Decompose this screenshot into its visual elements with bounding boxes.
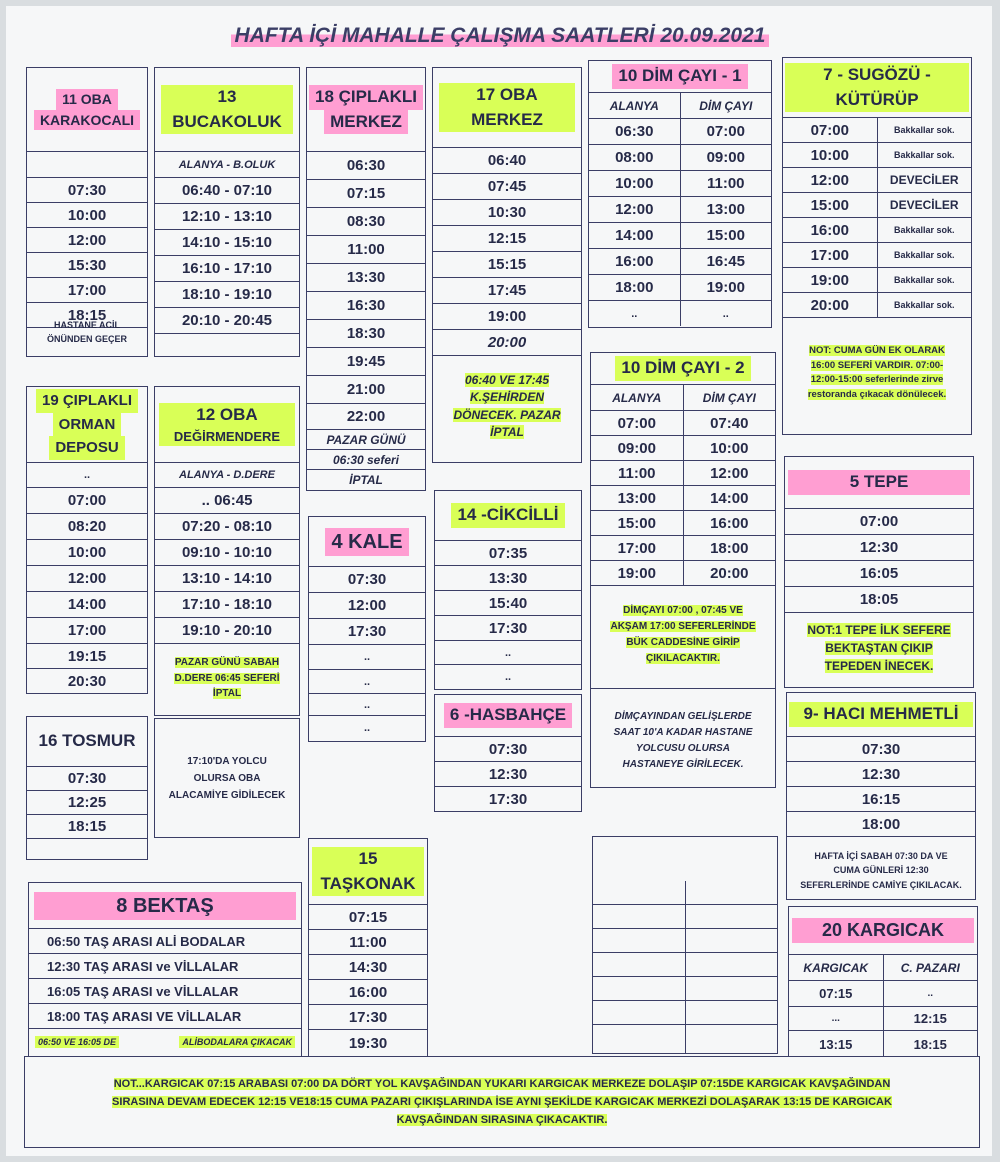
time-row: 15:00 DEVECİLER	[783, 193, 971, 218]
time-row: 18:00 19:00	[589, 275, 771, 301]
time-row: 06:40 - 07:10	[155, 178, 299, 204]
note-row: PAZAR GÜNÜ	[307, 430, 425, 450]
time-row: 10:00 11:00	[589, 171, 771, 197]
time-row: 06:40	[433, 148, 581, 174]
time-row: 14:00 15:00	[589, 223, 771, 249]
note: HAFTA İÇİ SABAH 07:30 DA VE CUMA GÜNLERİ 12:30 SEFERLERİNDE CAMİYE ÇIKILACAK.	[800, 851, 962, 890]
time-row: 17:00 18:00	[591, 536, 775, 561]
table-10-dim-cayi-1	[588, 60, 772, 328]
time-row: 07:00 07:40	[591, 411, 775, 436]
time-row: ..	[309, 670, 425, 694]
time-row: 07:00	[27, 488, 147, 514]
time-row: 18:10 - 19:10	[155, 282, 299, 308]
table-8-bektas	[28, 882, 302, 1058]
time-row: 08:30	[307, 208, 425, 236]
tosmur-note-box	[154, 718, 300, 838]
table-header: 20 KARGICAK	[789, 907, 977, 955]
time-row: 07:30	[27, 767, 147, 791]
table-19-ciplakli-orman-deposu	[26, 386, 148, 694]
table-header: 10 DİM ÇAYI - 2	[591, 353, 775, 385]
page-title: HAFTA İÇİ MAHALLE ÇALIŞMA SAATLERİ 20.09.2021	[0, 24, 1000, 48]
time-row: 12:00	[309, 593, 425, 619]
time-row: 20:30	[67, 672, 107, 690]
time-row: 18:15	[27, 303, 147, 328]
table-header: 13 BUCAKOLUK	[155, 68, 299, 152]
column-headers: ALANYA DİM ÇAYI	[591, 385, 775, 411]
time-row: 10:30	[433, 200, 581, 226]
time-row: 20:00 Bakkallar sok.	[783, 293, 971, 318]
time-row: 07:30	[787, 737, 975, 762]
time-row: 17:00	[27, 278, 147, 303]
table-header: 18 ÇIPLAKLI MERKEZ	[307, 68, 425, 152]
time-row: 17:30	[488, 790, 528, 808]
time-row: 12:00 13:00	[589, 197, 771, 223]
blank-row	[27, 152, 147, 178]
table-9-haci-mehmetli	[786, 692, 976, 900]
column-headers: ALANYA DİM ÇAYI	[589, 93, 771, 119]
time-row: 12:30	[787, 762, 975, 787]
table-14-cikcilli	[434, 490, 582, 690]
table-header: 10 DİM ÇAYI - 1	[589, 61, 771, 93]
note: NOT...KARGICAK 07:15 ARABASI 07:00 DA DÖRT YOL KAVŞAĞINDAN YUKARI KARGICAK MERKEZE DOLAŞIP 07:15DE KARGICAK KAVŞAĞINDAN SIRASINA DEVAM EDECEK 12:15 VE18:15 CUMA PAZARI ÇIKIŞLARINDA İSE AYNI ŞEKİLDE KARGICAK MERKEZİ DOLAŞARAK 13:15 DE KARGICAK KAVŞAĞINDAN SIRASINA ÇIKACAKTIR.	[112, 1078, 892, 1127]
time-row: 13:10 - 14:10	[155, 566, 299, 592]
sub-header: ALANYA - D.DERE	[155, 463, 299, 488]
table-header: 12 OBA DEĞİRMENDERE	[155, 387, 299, 463]
time-row: 07:15	[309, 905, 427, 930]
time-row: ..	[309, 694, 425, 716]
table-15-taskonak	[308, 838, 428, 1058]
table-header: 14 -CİKCİLLİ	[435, 491, 581, 541]
table-17-oba-merkez	[432, 67, 582, 463]
note-row: 06:50 VE 16:05 DE ALİBODALARA ÇIKACAK	[29, 1029, 301, 1055]
time-row: 18:30	[307, 320, 425, 348]
time-row: 12:00	[27, 228, 147, 253]
time-row: 12:30	[785, 535, 973, 561]
table-5-tepe	[784, 456, 974, 688]
time-row: 16:00 16:45	[589, 249, 771, 275]
table-header: 19 ÇIPLAKLI ORMAN DEPOSU	[27, 387, 147, 463]
table-20-kargicak	[788, 906, 978, 1058]
time-row: 06:30	[307, 152, 425, 180]
time-row: ..	[435, 641, 581, 665]
time-row: 18:05	[785, 587, 973, 613]
time-row: .. 06:45	[155, 488, 299, 514]
empty-grid	[592, 836, 778, 1054]
time-row: 19:30	[348, 1034, 388, 1052]
time-row: 18:15	[27, 815, 147, 839]
time-row: 10:00	[27, 203, 147, 228]
table-header: 6 -HASBAHÇE	[435, 695, 581, 737]
time-row: 16:00	[309, 980, 427, 1005]
table-header: 17 OBA MERKEZ	[433, 68, 581, 148]
table-header: 15 TAŞKONAK	[309, 839, 427, 905]
note: HASTANE ACİL ÖNÜNDEN GEÇER	[46, 320, 127, 345]
time-row: 17:30	[435, 616, 581, 641]
note: DİMÇAYI 07:00 , 07:45 VE AKŞAM 17:00 SEFERLERİNDE BÜK CADDESİNE GİRİP ÇIKILACAKTIR.	[591, 599, 775, 689]
time-row: 07:30	[27, 178, 147, 203]
time-row: 15:00 16:00	[591, 511, 775, 536]
time-row: 13:15 18:15	[789, 1031, 977, 1057]
time-row: 17:10 - 18:10	[155, 592, 299, 618]
table-header: 8 BEKTAŞ	[29, 883, 301, 929]
table-7-sugozu-kuturup	[782, 57, 972, 435]
time-row: 14:30	[309, 955, 427, 980]
note-row: İPTAL	[349, 473, 383, 487]
time-row: 18:00	[787, 812, 975, 837]
time-row: 16:05	[785, 561, 973, 587]
table-12-oba-degirmendere	[154, 386, 300, 716]
time-row: 12:15	[433, 226, 581, 252]
time-row: 10:00 Bakkallar sok.	[783, 143, 971, 168]
table-10-dim-cayi-2	[590, 352, 776, 788]
time-row: 09:10 - 10:10	[155, 540, 299, 566]
time-row: 08:20	[27, 514, 147, 540]
note: NOT:1 TEPE İLK SEFERE BEKTAŞTAN ÇIKIP TEPEDEN İNECEK.	[807, 623, 951, 673]
time-row: 10:00	[27, 540, 147, 566]
time-row: 17:30	[309, 1005, 427, 1030]
time-row: 07:20 - 08:10	[155, 514, 299, 540]
time-row: 17:30	[309, 619, 425, 645]
time-row: 12:00	[27, 566, 147, 592]
time-row: 16:05 TAŞ ARASI ve VİLLALAR	[29, 979, 301, 1004]
table-header: 4 KALE	[309, 517, 425, 567]
time-row: 19:10 - 20:10	[155, 618, 299, 644]
time-row: ... 12:15	[789, 1007, 977, 1031]
time-row: 12:30 TAŞ ARASI ve VİLLALAR	[29, 954, 301, 979]
time-row: 21:00	[307, 376, 425, 404]
time-row: 19:00 Bakkallar sok.	[783, 268, 971, 293]
time-row: 07:00 Bakkallar sok.	[783, 118, 971, 143]
time-row: ..	[504, 671, 512, 683]
note: DİMÇAYINDAN GELİŞLERDE SAAT 10'A KADAR HASTANE YOLCUSU OLURSA HASTANEYE GİRİLECEK.	[613, 711, 753, 770]
table-header: 11 OBA KARAKOCALI	[27, 68, 147, 152]
time-row: 06:50 TAŞ ARASI ALİ BODALAR	[29, 929, 301, 954]
time-row: 15:30	[27, 253, 147, 278]
time-row: 15:15	[433, 252, 581, 278]
time-row: 07:15 ..	[789, 981, 977, 1007]
note-row: 06:30 seferi	[307, 450, 425, 470]
time-row: 07:00	[785, 509, 973, 535]
time-row: 11:00	[309, 930, 427, 955]
time-row: 08:00 09:00	[589, 145, 771, 171]
table-6-hasbahce	[434, 694, 582, 812]
note: NOT: CUMA GÜN EK OLARAK 16:00 SEFERİ VARDIR. 07:00- 12:00-15:00 seferlerinde zirve restoranda çıkacak dönülecek.	[807, 345, 947, 401]
table-header: 9- HACI MEHMETLİ	[787, 693, 975, 737]
time-row: ..	[363, 722, 371, 734]
time-row: 07:30	[309, 567, 425, 593]
time-row: ..	[309, 645, 425, 670]
time-row: 12:10 - 13:10	[155, 204, 299, 230]
time-row: 14:00	[27, 592, 147, 618]
table-18-ciplakli-merkez	[306, 67, 426, 491]
time-row: ..	[27, 463, 147, 488]
time-row: 19:00	[433, 304, 581, 330]
time-row: 20:00	[433, 330, 581, 356]
time-row: 09:00 10:00	[591, 436, 775, 461]
time-row: 16:00 Bakkallar sok.	[783, 218, 971, 243]
column-headers: KARGICAK C. PAZARI	[789, 955, 977, 981]
time-row: 19:00 20:00	[591, 561, 775, 586]
note: 17:10'DA YOLCU OLURSA OBA ALACAMİYE GİDİLECEK	[168, 756, 286, 801]
time-row: 18:00 TAŞ ARASI VE VİLLALAR	[29, 1004, 301, 1029]
time-row: 15:40	[435, 591, 581, 616]
time-row: 17:00 Bakkallar sok.	[783, 243, 971, 268]
time-row: 19:15	[27, 644, 147, 669]
note: PAZAR GÜNÜ SABAH D.DERE 06:45 SEFERİ İPTAL	[174, 657, 280, 699]
table-header: 7 - SUGÖZÜ - KÜTÜRÜP	[783, 58, 971, 118]
time-row: .. ..	[589, 301, 771, 326]
time-row: 17:00	[27, 618, 147, 644]
table-16-tosmur	[26, 716, 148, 860]
table-header: 16 TOSMUR	[27, 717, 147, 767]
time-row: 11:00	[307, 236, 425, 264]
time-row: 19:45	[307, 348, 425, 376]
time-row: 14:10 - 15:10	[155, 230, 299, 256]
time-row: 22:00	[307, 404, 425, 430]
time-row: 11:00 12:00	[591, 461, 775, 486]
time-row: 13:30	[307, 264, 425, 292]
time-row: 12:00 DEVECİLER	[783, 168, 971, 193]
time-row: 16:30	[307, 292, 425, 320]
table-4-kale	[308, 516, 426, 742]
time-row: 07:35	[435, 541, 581, 566]
sub-header: ALANYA - B.OLUK	[155, 152, 299, 178]
table-header: 5 TEPE	[785, 457, 973, 509]
time-row: 07:30	[435, 737, 581, 762]
time-row: 07:45	[433, 174, 581, 200]
time-row: 12:30	[435, 762, 581, 787]
divider	[685, 881, 686, 1053]
table-11-oba	[26, 67, 148, 357]
time-row: 17:45	[433, 278, 581, 304]
time-row: 16:10 - 17:10	[155, 256, 299, 282]
time-row: 12:25	[27, 791, 147, 815]
time-row: 07:15	[307, 180, 425, 208]
time-row: 13:00 14:00	[591, 486, 775, 511]
time-row: 06:30 07:00	[589, 119, 771, 145]
time-row: 20:10 - 20:45	[155, 308, 299, 334]
time-row: 16:15	[787, 787, 975, 812]
time-row: 13:30	[435, 566, 581, 591]
footer-note	[24, 1056, 980, 1148]
note: 06:40 VE 17:45 K.ŞEHİRDEN DÖNECEK. PAZAR İPTAL	[453, 373, 561, 440]
table-13-bucakoluk	[154, 67, 300, 357]
